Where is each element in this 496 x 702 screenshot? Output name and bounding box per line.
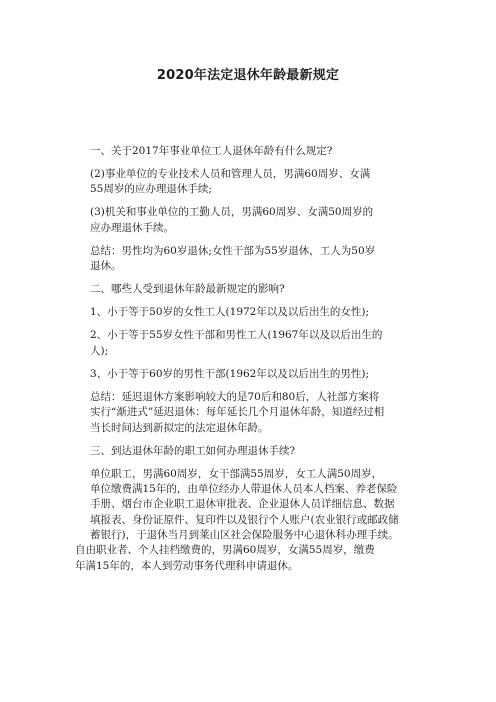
paragraph-line: 总结：男性均为60岁退休;女性干部为55岁退休，工人为50岁 — [90, 244, 376, 257]
paragraph — [75, 282, 425, 297]
paragraph-line: 1、小于等于50岁的女性工人(1972年以及以后出生的女性); — [90, 306, 369, 319]
paragraph-line: 蓄银行)，于退休当月到莱山区社会保险服务中心退休科办理手续。 — [90, 528, 399, 541]
paragraph-line: 55周岁的应办理退休手续; — [90, 183, 212, 196]
paragraph-line: 单位缴费满15年的，由单位经办人带退休人员本人档案、养老保险 — [90, 483, 398, 496]
paragraph-line: 实行“渐进式”延迟退休：每年延长几个月退休年龄，知道经过相 — [90, 406, 385, 419]
paragraph-line: 自由职业者、个人挂档缴费的，男满60周岁，女满55周岁，缴费 — [75, 544, 375, 557]
paragraph-line: 应办理退休手续。 — [90, 221, 174, 234]
paragraph-line: 年满15年的，本人到劳动事务代理科申请退休。 — [75, 559, 299, 572]
paragraph-line: (2)事业单位的专业技术人员和管理人员，男满60周岁、女满 — [90, 168, 371, 181]
paragraph-line: 当长时间达到新拟定的法定退休年龄。 — [90, 421, 269, 434]
paragraph — [75, 390, 425, 436]
paragraph-line: 2、小于等于55岁女性干部和男性工人(1967年以及以后出生的 — [90, 329, 383, 342]
paragraph — [75, 367, 425, 382]
paragraph — [75, 244, 425, 275]
paragraph-line: 总结：延迟退休方案影响较大的是70后和80后，人社部方案将 — [90, 390, 380, 403]
paragraph-line: (3)机关和事业单位的工勤人员，男满60周岁、女满50周岁的 — [90, 206, 374, 219]
document-title: 2020年法定退休年龄最新规定 — [156, 68, 340, 83]
document-body — [75, 144, 425, 582]
paragraph — [75, 467, 425, 543]
paragraph-line: 二、哪些人受到退休年龄最新规定的影响? — [90, 283, 285, 296]
paragraph — [75, 167, 425, 198]
paragraph — [75, 305, 425, 320]
paragraph — [75, 444, 425, 459]
paragraph — [75, 205, 425, 236]
paragraph — [75, 328, 425, 359]
paragraph-line: 手册、烟台市企业职工退休审批表、企业退休人员详细信息、数据 — [90, 498, 395, 511]
paragraph-line: 3、小于等于60岁的男性干部(1962年以及以后出生的男性); — [90, 367, 369, 380]
paragraph-line: 人); — [90, 344, 109, 357]
paragraph-line: 退休。 — [90, 260, 122, 273]
paragraph-line: 单位职工，男满60周岁，女干部满55周岁，女工人满50周岁， — [90, 467, 383, 480]
paragraph — [75, 144, 425, 159]
paragraph-line: 三、到达退休年龄的职工如何办理退休手续? — [90, 444, 296, 457]
paragraph-line: 填报表、身份证原件、复印件以及银行个人账户(农业银行或邮政储 — [90, 513, 399, 526]
paragraph — [75, 543, 425, 574]
paragraph-line: 一、关于2017年事业单位工人退休年龄有什么规定? — [90, 145, 333, 157]
